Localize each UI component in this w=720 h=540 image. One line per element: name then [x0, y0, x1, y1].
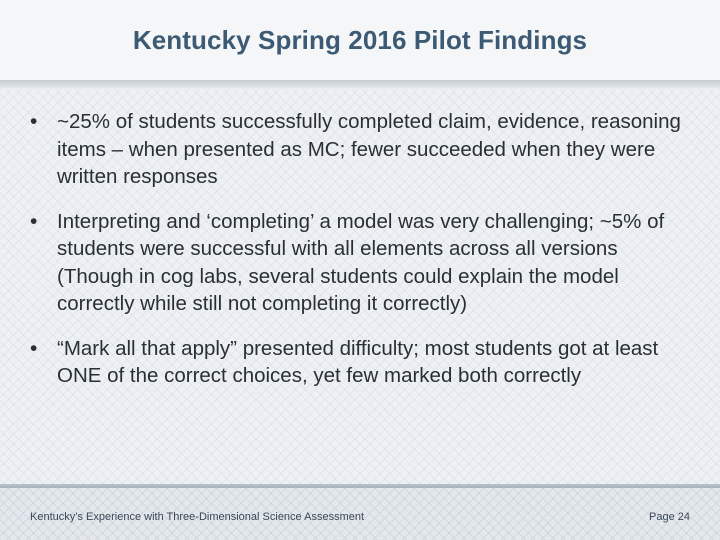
- page-number: Page 24: [649, 511, 690, 523]
- bullet-dot-icon: •: [30, 336, 38, 360]
- bullet-item: [30, 108, 692, 191]
- title-bar: [0, 0, 720, 80]
- bullet-item: [30, 335, 692, 390]
- bullet-text: ~25% of students successfully completed claim, evidence, reasoning items – when presented as MC; fewer succeeded when they were written responses: [57, 110, 681, 188]
- slide-content: [0, 98, 720, 478]
- bullet-text: Interpreting and ‘completing’ a model was very challenging; ~5% of students were successful with all elements across all versions (Though in cog labs, several students could explain the model correctly while still not completing it correctly): [57, 209, 665, 315]
- slide-title: Kentucky Spring 2016 Pilot Findings: [132, 24, 588, 55]
- bullet-text: “Mark all that apply” presented difficulty; most students got at least ONE of the correct choices, yet few marked both correctly: [57, 336, 659, 387]
- bullet-dot-icon: •: [30, 209, 38, 233]
- footer-presentation-title: Kentucky’s Experience with Three-Dimensional Science Assessment: [30, 511, 365, 523]
- title-divider: [0, 80, 720, 90]
- bullet-item: [30, 208, 692, 318]
- bullet-dot-icon: •: [30, 110, 38, 133]
